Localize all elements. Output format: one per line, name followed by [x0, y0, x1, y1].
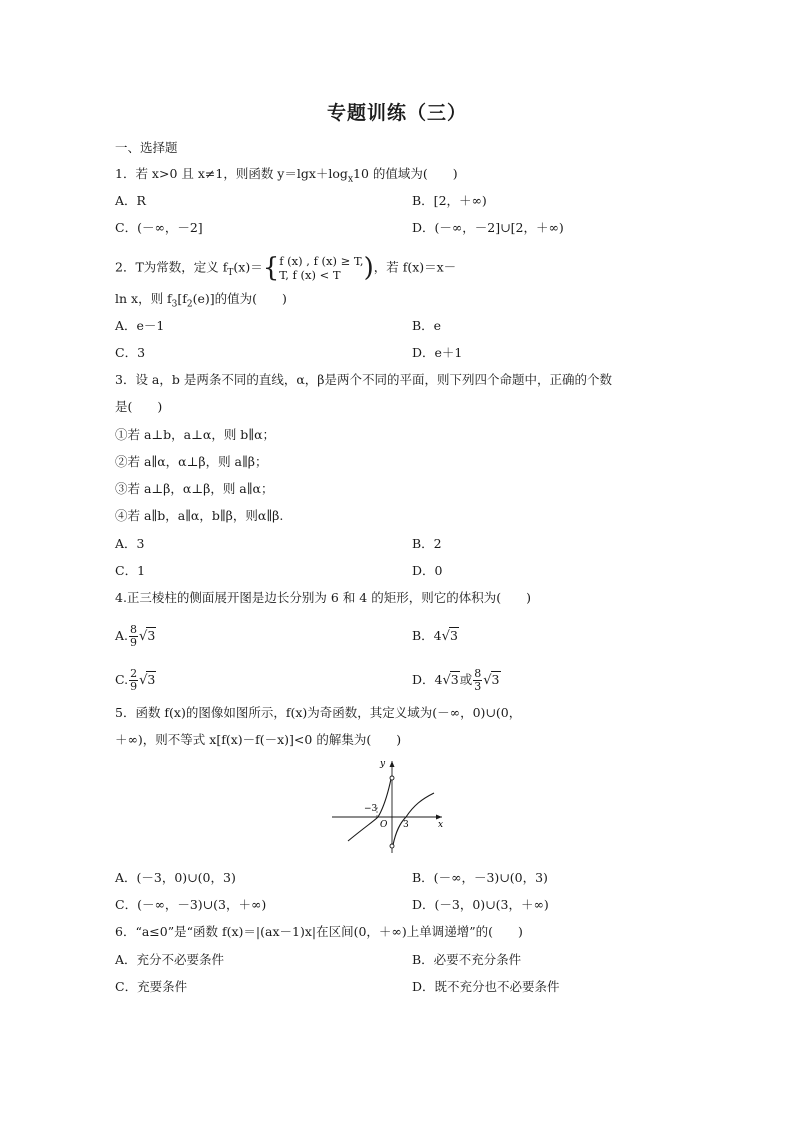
q1-option-b: B．[2，＋∞)	[412, 193, 487, 208]
q1-option-d: D．(－∞，－2]∪[2，＋∞)	[412, 220, 564, 235]
q5-option-c: C．(－∞，－3)∪(3，＋∞)	[115, 897, 267, 912]
q2-line2-b: [f	[177, 291, 187, 306]
q4-d-denominator: 3	[474, 680, 482, 693]
q4-c-radicand: 3	[147, 672, 156, 687]
question-5-stem-line-1: 5．函数 f(x)的图像如图所示，f(x)为奇函数，其定义域为(－∞，0)∪(0，	[115, 705, 522, 720]
q4-d-fraction	[473, 668, 482, 693]
right-brace: )	[363, 253, 374, 283]
question-3-stem-line-1: 3．设 a，b 是两条不同的直线，α，β是两个不同的平面，则下列四个命题中，正确的个数	[115, 372, 613, 387]
piecewise-definition	[279, 254, 363, 282]
q2-option-c: C．3	[115, 345, 146, 360]
sqrt-icon: √	[139, 629, 148, 644]
sqrt-icon: √	[441, 629, 450, 644]
q4-a-label: A.	[115, 628, 129, 643]
curve-right-branch	[393, 793, 434, 845]
question-2-stem	[115, 254, 456, 282]
question-6-stem: 6．“a≤0”是“函数 f(x)＝|(ax－1)x|在区间(0，＋∞)上单调递增”的( )	[115, 924, 523, 939]
graph-origin-label: O	[380, 820, 388, 830]
q4-option-b	[412, 627, 459, 645]
q5-option-d: D．(－3，0)∪(3，＋∞)	[412, 897, 549, 912]
q4-d-label: D．4	[412, 672, 443, 687]
y-axis-arrow-icon	[390, 761, 395, 767]
q3-proposition-4: ④若 a∥b，a∥α，b∥β，则α∥β.	[115, 508, 284, 523]
x-axis-arrow-icon	[436, 815, 442, 820]
graph-neg-tick-label: −3	[364, 804, 378, 814]
q4-option-c	[115, 668, 156, 693]
q4-b-radicand: 3	[449, 628, 458, 643]
q4-b-label: B．4	[412, 628, 442, 643]
sqrt-icon: √	[442, 673, 451, 688]
sqrt-icon: √	[139, 673, 148, 688]
q4-c-label: C.	[115, 672, 129, 687]
q2-line2-c: (e)]的值为( )	[192, 291, 287, 306]
q4-a-fraction	[129, 624, 138, 649]
q2-subscript-t: T	[227, 268, 234, 278]
q4-c-fraction	[129, 668, 138, 693]
q2-line2-a: ln x，则 f	[115, 291, 172, 306]
page-title: 专题训练（三）	[326, 102, 467, 124]
q3-option-c: C．1	[115, 563, 146, 578]
q2-subscript-3: 3	[171, 299, 178, 310]
question-1-stem	[115, 166, 458, 188]
piecewise-case-1: f (x) , f (x) ≥ T,	[279, 254, 364, 268]
q2-subscript-2: 2	[186, 299, 193, 310]
question-3-stem-line-2: 是( )	[115, 399, 163, 414]
q4-c-denominator: 9	[130, 680, 138, 693]
q1-stem-end: 10 的值域为( )	[353, 166, 458, 181]
q4-c-numerator: 2	[130, 667, 138, 680]
q5-option-a: A．(－3，0)∪(0，3)	[115, 870, 236, 885]
q6-option-a: A．充分不必要条件	[115, 952, 225, 967]
question-5-stem-line-2: ＋∞)，则不等式 x[f(x)－f(－x)]<0 的解集为( )	[115, 732, 402, 747]
q2-option-d: D．e＋1	[412, 345, 463, 360]
q2-stem-b: (x)＝	[233, 259, 263, 275]
q3-option-b: B．2	[412, 536, 442, 551]
q6-option-b: B．必要不充分条件	[412, 952, 522, 967]
q4-option-a	[115, 624, 156, 649]
function-graph	[330, 755, 450, 855]
q5-option-b: B．(－∞，－3)∪(0，3)	[412, 870, 548, 885]
q4-a-radicand: 3	[147, 628, 156, 643]
q3-proposition-2: ②若 a∥α，α⊥β，则 a∥β；	[115, 454, 268, 469]
q2-stem-c: ，若 f(x)＝x－	[373, 259, 457, 275]
question-4-stem: 4.正三棱柱的侧面展开图是边长分别为 6 和 4 的矩形，则它的体积为( )	[115, 590, 531, 605]
q3-proposition-3: ③若 a⊥β，α⊥β，则 a∥α；	[115, 481, 274, 496]
q4-d-radicand-2: 3	[491, 672, 500, 687]
q1-stem-text: 1．若 x>0 且 x≠1，则函数 y＝lgx＋log	[115, 166, 348, 181]
q2-option-b: B．e	[412, 318, 442, 333]
left-brace: {	[262, 253, 280, 283]
graph-x-label: x	[438, 820, 444, 830]
q3-option-d: D．0	[412, 563, 443, 578]
q3-proposition-1: ①若 a⊥b，a⊥α，则 b∥α；	[115, 427, 276, 442]
q6-option-d: D．既不充分也不必要条件	[412, 979, 560, 994]
q1-option-c: C．(－∞，－2]	[115, 220, 203, 235]
q4-option-d	[412, 668, 501, 693]
question-2-line-2	[115, 291, 287, 313]
q1-option-a: A．R	[115, 193, 146, 208]
section-heading: 一、选择题	[115, 140, 178, 155]
q4-d-or: 或	[459, 672, 473, 687]
q6-option-c: C．充要条件	[115, 979, 188, 994]
q4-a-denominator: 9	[130, 636, 138, 649]
q2-stem-a: 2．T为常数，定义 f	[115, 259, 228, 275]
piecewise-case-2: T, f (x) < T	[279, 268, 341, 282]
q4-d-numerator: 8	[474, 667, 482, 680]
q4-d-radicand-1: 3	[450, 672, 459, 687]
graph-pos-tick-label: 3	[403, 820, 409, 830]
q1-subscript: x	[347, 174, 354, 185]
q4-a-numerator: 8	[130, 623, 138, 636]
open-point-top	[390, 776, 394, 780]
graph-y-label: y	[380, 759, 386, 769]
q3-option-a: A．3	[115, 536, 145, 551]
sqrt-icon: √	[483, 673, 492, 688]
q2-option-a: A．e－1	[115, 318, 165, 333]
open-point-bottom	[390, 844, 394, 848]
